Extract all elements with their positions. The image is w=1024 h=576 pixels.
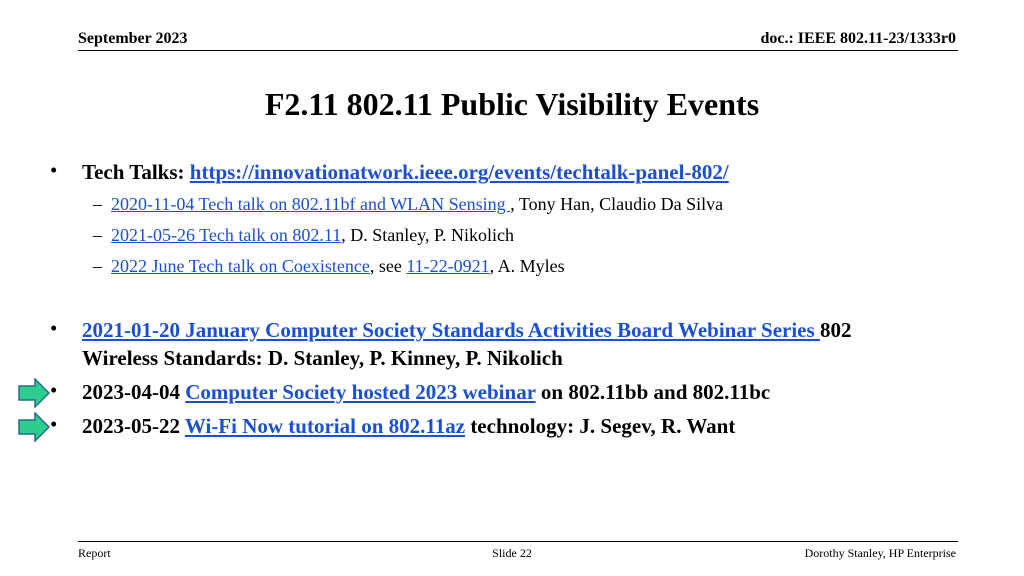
arrow-right-icon <box>18 378 50 408</box>
tech-talks-line <box>82 158 729 186</box>
tech-talk-2022-see: , see <box>369 256 407 276</box>
tech-talk-2021-link[interactable]: 2021-05-26 Tech talk on 802.11 <box>111 225 342 245</box>
tutorial-2023-date: 2023-05-22 <box>82 414 185 438</box>
tech-talk-2021-authors: , D. Stanley, P. Nikolich <box>341 225 515 245</box>
webinar-2023-topic: on 802.11bb and 802.11bc <box>535 380 771 404</box>
tech-talk-item <box>93 223 514 247</box>
doc-11-22-0921-link[interactable]: 11-22-0921 <box>406 256 490 276</box>
tech-talk-item <box>93 254 565 278</box>
tech-talk-2020-authors: , Tony Han, Claudio Da Silva <box>510 194 724 214</box>
tech-talk-2022-authors: , A. Myles <box>489 256 565 276</box>
webinar-series-link[interactable]: 2021-01-20 January Computer Society Standards Activities Board Webinar Series <box>82 318 820 342</box>
footer-slide-number: Slide 22 <box>492 546 532 560</box>
webinar-2021-authors: Wireless Standards: D. Stanley, P. Kinney, P. Nikolich <box>82 346 563 370</box>
tech-talks-label: Tech Talks: <box>82 160 190 184</box>
tutorial-2023-presenters: technology: J. Segev, R. Want <box>465 414 736 438</box>
footer-report: Report <box>78 546 111 560</box>
dash-marker: – <box>93 194 102 214</box>
header-date: September 2023 <box>78 30 188 47</box>
tech-talk-2020-link[interactable]: 2020-11-04 Tech talk on 802.11bf and WLAN Sensing <box>111 194 511 214</box>
footer-divider <box>78 541 958 542</box>
header-doc-id: doc.: IEEE 802.11-23/1333r0 <box>760 30 956 47</box>
webinar-2023-line <box>82 378 770 406</box>
webinar-2021-text: 802 <box>819 318 852 342</box>
header-divider <box>78 50 958 51</box>
bullet-marker: • <box>50 158 58 182</box>
webinar-2021-line <box>82 316 962 372</box>
tech-talks-link[interactable]: https://innovationatwork.ieee.org/events/techtalk-panel-802/ <box>189 160 729 184</box>
bullet-marker: • <box>50 378 58 402</box>
bullet-marker: • <box>50 316 58 340</box>
dash-marker: – <box>93 225 102 245</box>
cs-webinar-2023-link[interactable]: Computer Society hosted 2023 webinar <box>185 380 536 404</box>
arrow-right-icon <box>18 412 50 442</box>
footer-author: Dorothy Stanley, HP Enterprise <box>804 546 956 560</box>
dash-marker: – <box>93 256 102 276</box>
bullet-marker: • <box>50 412 58 436</box>
tech-talk-2022-link[interactable]: 2022 June Tech talk on Coexistence <box>111 256 370 276</box>
tech-talk-item <box>93 192 723 216</box>
tutorial-2023-line <box>82 412 735 440</box>
wifi-now-tutorial-link[interactable]: Wi-Fi Now tutorial on 802.11az <box>184 414 466 438</box>
webinar-2023-date: 2023-04-04 <box>82 380 186 404</box>
slide-title: F2.11 802.11 Public Visibility Events <box>264 86 760 122</box>
